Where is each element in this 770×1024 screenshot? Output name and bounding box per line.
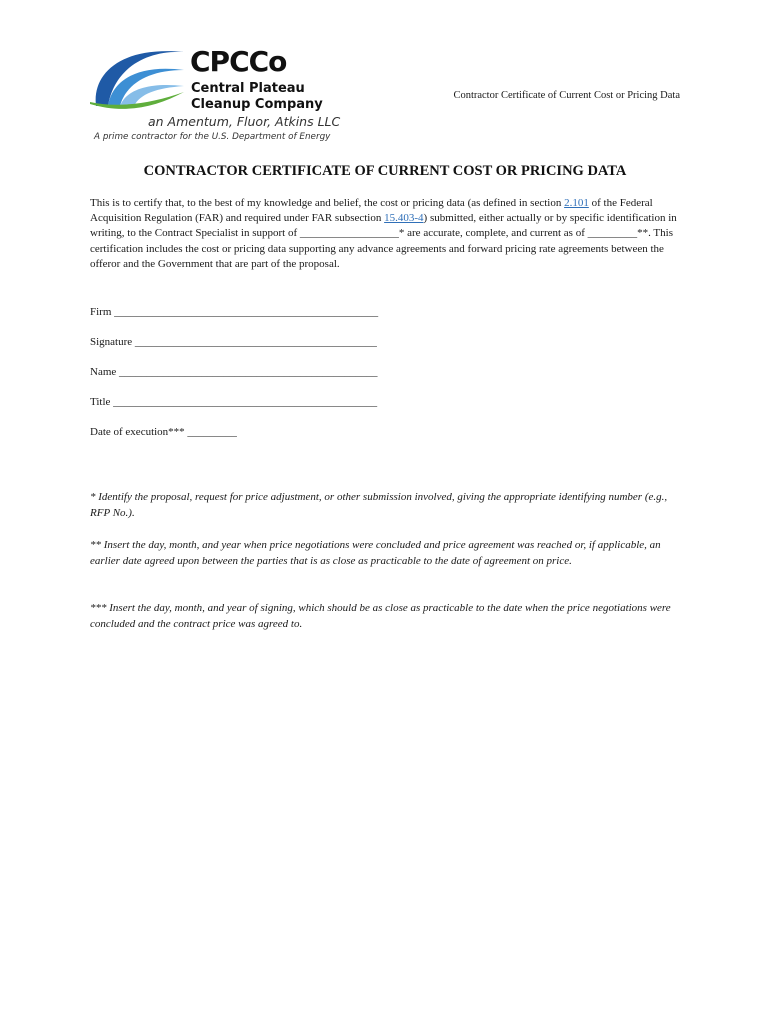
firm-field[interactable]: Firm ________________________________________________ [90, 306, 379, 318]
far-15-403-4-link[interactable]: 15.403-4 [384, 212, 424, 225]
document-header-label: Contractor Certificate of Current Cost or Pricing Data [453, 90, 680, 101]
body-text-3: ) submitted, either actually or by specific identification in writing, to the Contract Specialist in support of __________________* are accurate, complete, and current as of _________**. This certification includes the cost or pricing data supporting any advance agreements and forward pricing rate agreements between the offeror and the Government that are part of the proposal. [90, 212, 677, 270]
swoosh-logo-icon [88, 42, 188, 114]
logo-partners: an Amentum, Fluor, Atkins LLC [148, 114, 341, 129]
footnote-3 [90, 601, 680, 632]
footnote-3-text: *** Insert the day, month, and year of signing, which should be as close as practicable to the date when the price negotiations were concluded and the contract price was agreed to. [90, 602, 671, 630]
body-text-1: This is to certify that, to the best of my knowledge and belief, the cost or pricing data (as defined in section [90, 197, 565, 209]
company-logo [86, 42, 341, 148]
footnote-2-text: ** Insert the day, month, and year when price negotiations were concluded and price agreement was reached or, if applicable, an earlier date agreed upon between the parties that is as close as practicable to the date of agreement on price. [90, 539, 661, 567]
footnote-1-text: * Identify the proposal, request for price adjustment, or other submission involved, giving the appropriate identifying number (e.g., RFP No.). [90, 491, 668, 519]
logo-acronym: CPCCo [190, 45, 287, 78]
footnote-1 [90, 490, 680, 521]
page-title: CONTRACTOR CERTIFICATE OF CURRENT COST OR PRICING DATA [143, 163, 627, 179]
title-field[interactable]: Title ________________________________________________ [90, 396, 378, 408]
certification-paragraph [90, 196, 680, 272]
footnote-2 [90, 538, 680, 569]
logo-name-line1: Central Plateau [191, 81, 305, 96]
date-of-execution-field[interactable]: Date of execution*** _________ [90, 426, 237, 438]
logo-name-line2: Cleanup Company [191, 97, 323, 112]
name-field[interactable]: Name _______________________________________________ [90, 366, 378, 378]
far-2-101-link[interactable]: 2.101 [564, 197, 589, 209]
logo-tagline: A prime contractor for the U.S. Department of Energy [94, 132, 331, 142]
signature-field[interactable]: Signature ____________________________________________ [90, 336, 377, 348]
body-text-2: of the Federal Acquisition Regulation (FAR) and required under FAR subsection [90, 197, 653, 225]
